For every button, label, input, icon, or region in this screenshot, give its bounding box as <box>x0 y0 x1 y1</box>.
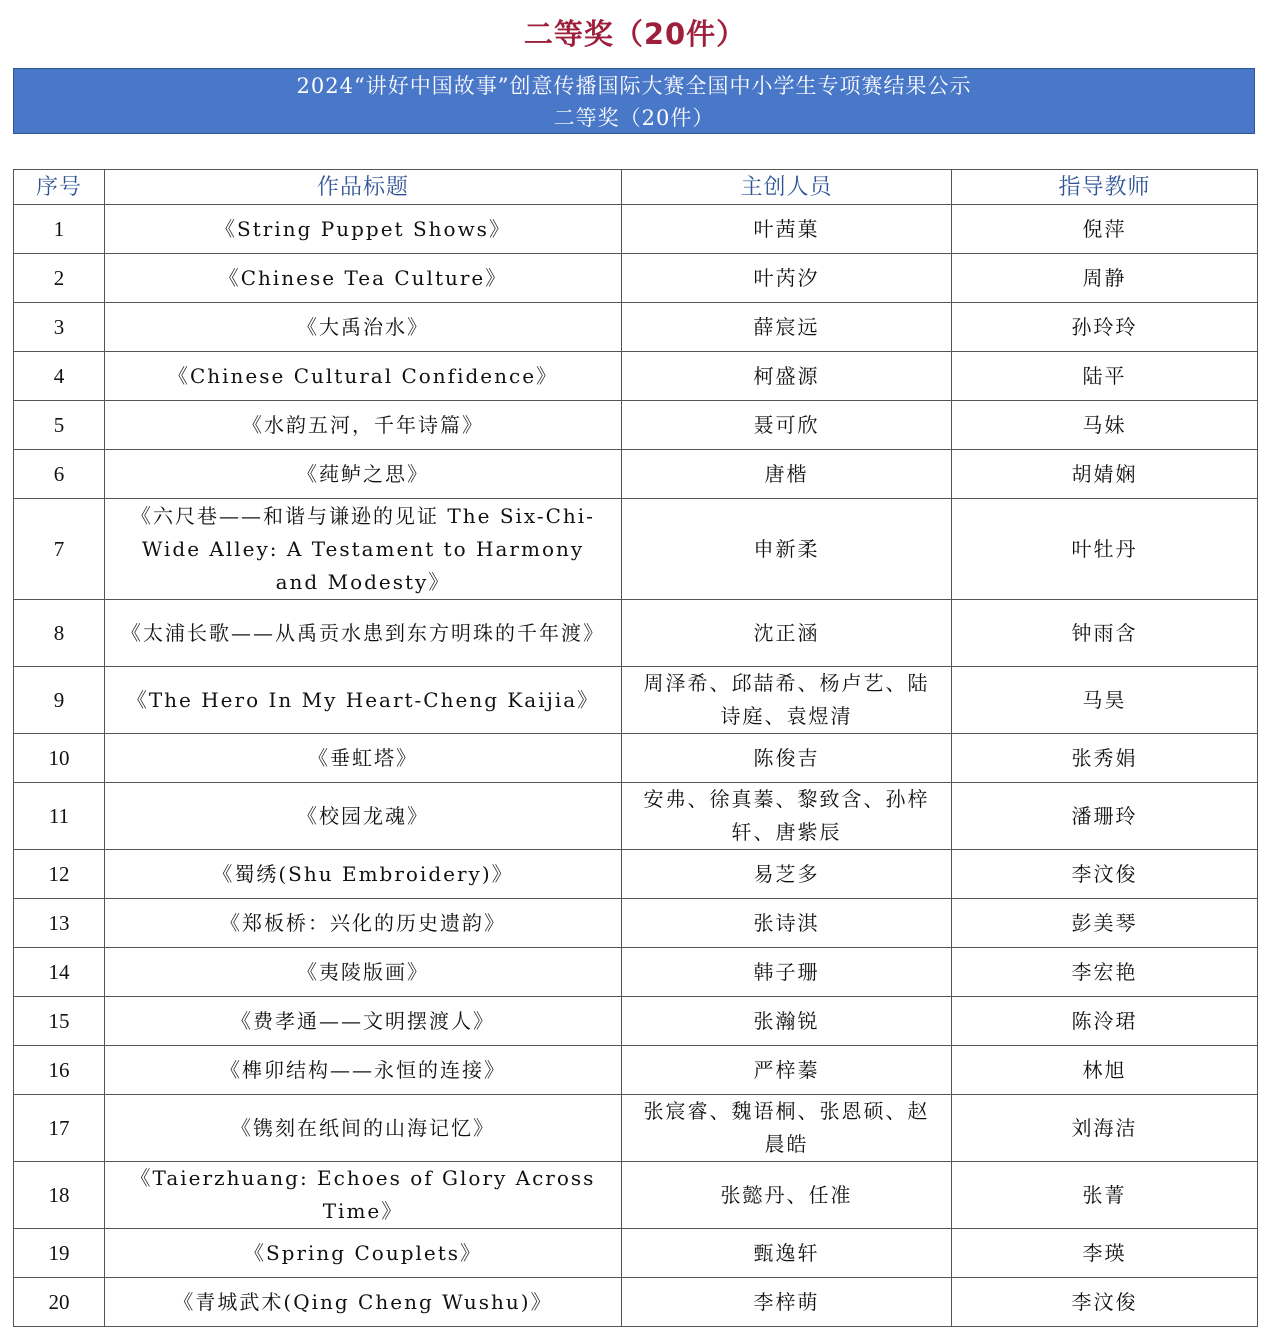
cell-creators: 张宸睿、魏语桐、张恩硕、赵晨皓 <box>622 1095 952 1162</box>
cell-number: 5 <box>14 401 105 450</box>
cell-number: 18 <box>14 1162 105 1229</box>
cell-title: 《费孝通——文明摆渡人》 <box>105 997 622 1046</box>
cell-number: 15 <box>14 997 105 1046</box>
cell-teacher: 李汶俊 <box>952 850 1258 899</box>
cell-number: 11 <box>14 783 105 850</box>
cell-number: 10 <box>14 734 105 783</box>
table-row <box>14 734 1258 783</box>
cell-creators: 韩子珊 <box>622 948 952 997</box>
cell-number: 1 <box>14 205 105 254</box>
cell-teacher: 马昊 <box>952 667 1258 734</box>
cell-number: 6 <box>14 450 105 499</box>
banner-title: 2024“讲好中国故事”创意传播国际大赛全国中小学生专项赛结果公示 <box>296 74 972 98</box>
cell-creators: 安弗、徐真蓁、黎致含、孙梓轩、唐紫辰 <box>622 783 952 850</box>
cell-title: 《Chinese Tea Culture》 <box>105 254 622 303</box>
cell-title: 《六尺巷——和谐与谦逊的见证 The Six-Chi-Wide Alley: A Testament to Harmony and Modesty》 <box>105 499 622 600</box>
cell-title: 《String Puppet Shows》 <box>105 205 622 254</box>
cell-teacher: 刘海洁 <box>952 1095 1258 1162</box>
banner-subtitle: 二等奖（20件） <box>553 106 715 130</box>
cell-number: 13 <box>14 899 105 948</box>
cell-creators: 陈俊吉 <box>622 734 952 783</box>
cell-number: 3 <box>14 303 105 352</box>
table-row <box>14 899 1258 948</box>
cell-teacher: 张菁 <box>952 1162 1258 1229</box>
table-row <box>14 303 1258 352</box>
table-row <box>14 667 1258 734</box>
cell-title: 《Chinese Cultural Confidence》 <box>105 352 622 401</box>
cell-teacher: 李宏艳 <box>952 948 1258 997</box>
cell-title: 《Taierzhuang: Echoes of Glory Across Time》 <box>105 1162 622 1229</box>
table-row <box>14 352 1258 401</box>
cell-creators: 叶茜菓 <box>622 205 952 254</box>
cell-title: 《青城武术(Qing Cheng Wushu)》 <box>105 1278 622 1327</box>
cell-creators: 柯盛源 <box>622 352 952 401</box>
cell-title: 《水韵五河，千年诗篇》 <box>105 401 622 450</box>
table-row <box>14 600 1258 667</box>
cell-title: 《The Hero In My Heart-Cheng Kaijia》 <box>105 667 622 734</box>
table-header-row <box>14 170 1258 205</box>
cell-teacher: 钟雨含 <box>952 600 1258 667</box>
page-title: 二等奖（20件） <box>523 17 747 51</box>
cell-teacher: 李汶俊 <box>952 1278 1258 1327</box>
table-row <box>14 254 1258 303</box>
cell-teacher: 李瑛 <box>952 1229 1258 1278</box>
table-row <box>14 948 1258 997</box>
cell-title: 《蜀绣(Shu Embroidery)》 <box>105 850 622 899</box>
header-title: 作品标题 <box>105 170 622 205</box>
cell-number: 8 <box>14 600 105 667</box>
table-row <box>14 401 1258 450</box>
cell-teacher: 周静 <box>952 254 1258 303</box>
table-row <box>14 1095 1258 1162</box>
cell-title: 《垂虹塔》 <box>105 734 622 783</box>
cell-title: 《莼鲈之思》 <box>105 450 622 499</box>
header-number: 序号 <box>14 170 105 205</box>
cell-creators: 易芝多 <box>622 850 952 899</box>
cell-creators: 申新柔 <box>622 499 952 600</box>
header-teacher: 指导教师 <box>952 170 1258 205</box>
cell-title: 《太浦长歌——从禹贡水患到东方明珠的千年渡》 <box>105 600 622 667</box>
cell-title: 《榫卯结构——永恒的连接》 <box>105 1046 622 1095</box>
cell-teacher: 孙玲玲 <box>952 303 1258 352</box>
cell-creators: 李梓萌 <box>622 1278 952 1327</box>
cell-title: 《夷陵版画》 <box>105 948 622 997</box>
table-row <box>14 997 1258 1046</box>
cell-creators: 张诗淇 <box>622 899 952 948</box>
table-body <box>14 205 1258 1327</box>
cell-title: 《镌刻在纸间的山海记忆》 <box>105 1095 622 1162</box>
cell-teacher: 陆平 <box>952 352 1258 401</box>
header-creators: 主创人员 <box>622 170 952 205</box>
cell-creators: 甄逸轩 <box>622 1229 952 1278</box>
cell-creators: 周泽希、邱喆希、杨卢艺、陆诗庭、袁煜清 <box>622 667 952 734</box>
cell-teacher: 倪萍 <box>952 205 1258 254</box>
cell-number: 12 <box>14 850 105 899</box>
cell-number: 16 <box>14 1046 105 1095</box>
cell-title: 《校园龙魂》 <box>105 783 622 850</box>
table-row <box>14 1278 1258 1327</box>
results-banner <box>13 68 1255 134</box>
cell-creators: 叶芮汐 <box>622 254 952 303</box>
cell-number: 9 <box>14 667 105 734</box>
cell-creators: 聂可欣 <box>622 401 952 450</box>
cell-number: 19 <box>14 1229 105 1278</box>
cell-teacher: 陈泠珺 <box>952 997 1258 1046</box>
table-row <box>14 205 1258 254</box>
cell-creators: 张瀚锐 <box>622 997 952 1046</box>
cell-teacher: 马妹 <box>952 401 1258 450</box>
cell-number: 2 <box>14 254 105 303</box>
table-row <box>14 850 1258 899</box>
cell-teacher: 胡婧娴 <box>952 450 1258 499</box>
cell-title: 《大禹治水》 <box>105 303 622 352</box>
cell-creators: 严梓蓁 <box>622 1046 952 1095</box>
cell-number: 4 <box>14 352 105 401</box>
table-row <box>14 1162 1258 1229</box>
results-table <box>13 169 1258 1327</box>
table-row <box>14 1229 1258 1278</box>
cell-title: 《郑板桥：兴化的历史遗韵》 <box>105 899 622 948</box>
table-row <box>14 450 1258 499</box>
cell-teacher: 张秀娟 <box>952 734 1258 783</box>
cell-creators: 张懿丹、任准 <box>622 1162 952 1229</box>
cell-title: 《Spring Couplets》 <box>105 1229 622 1278</box>
cell-teacher: 林旭 <box>952 1046 1258 1095</box>
table-row <box>14 499 1258 600</box>
cell-number: 14 <box>14 948 105 997</box>
cell-creators: 薛宸远 <box>622 303 952 352</box>
cell-creators: 沈正涵 <box>622 600 952 667</box>
cell-teacher: 潘珊玲 <box>952 783 1258 850</box>
cell-teacher: 叶牡丹 <box>952 499 1258 600</box>
table-row <box>14 1046 1258 1095</box>
table-row <box>14 783 1258 850</box>
cell-number: 20 <box>14 1278 105 1327</box>
cell-teacher: 彭美琴 <box>952 899 1258 948</box>
cell-creators: 唐楷 <box>622 450 952 499</box>
cell-number: 17 <box>14 1095 105 1162</box>
cell-number: 7 <box>14 499 105 600</box>
